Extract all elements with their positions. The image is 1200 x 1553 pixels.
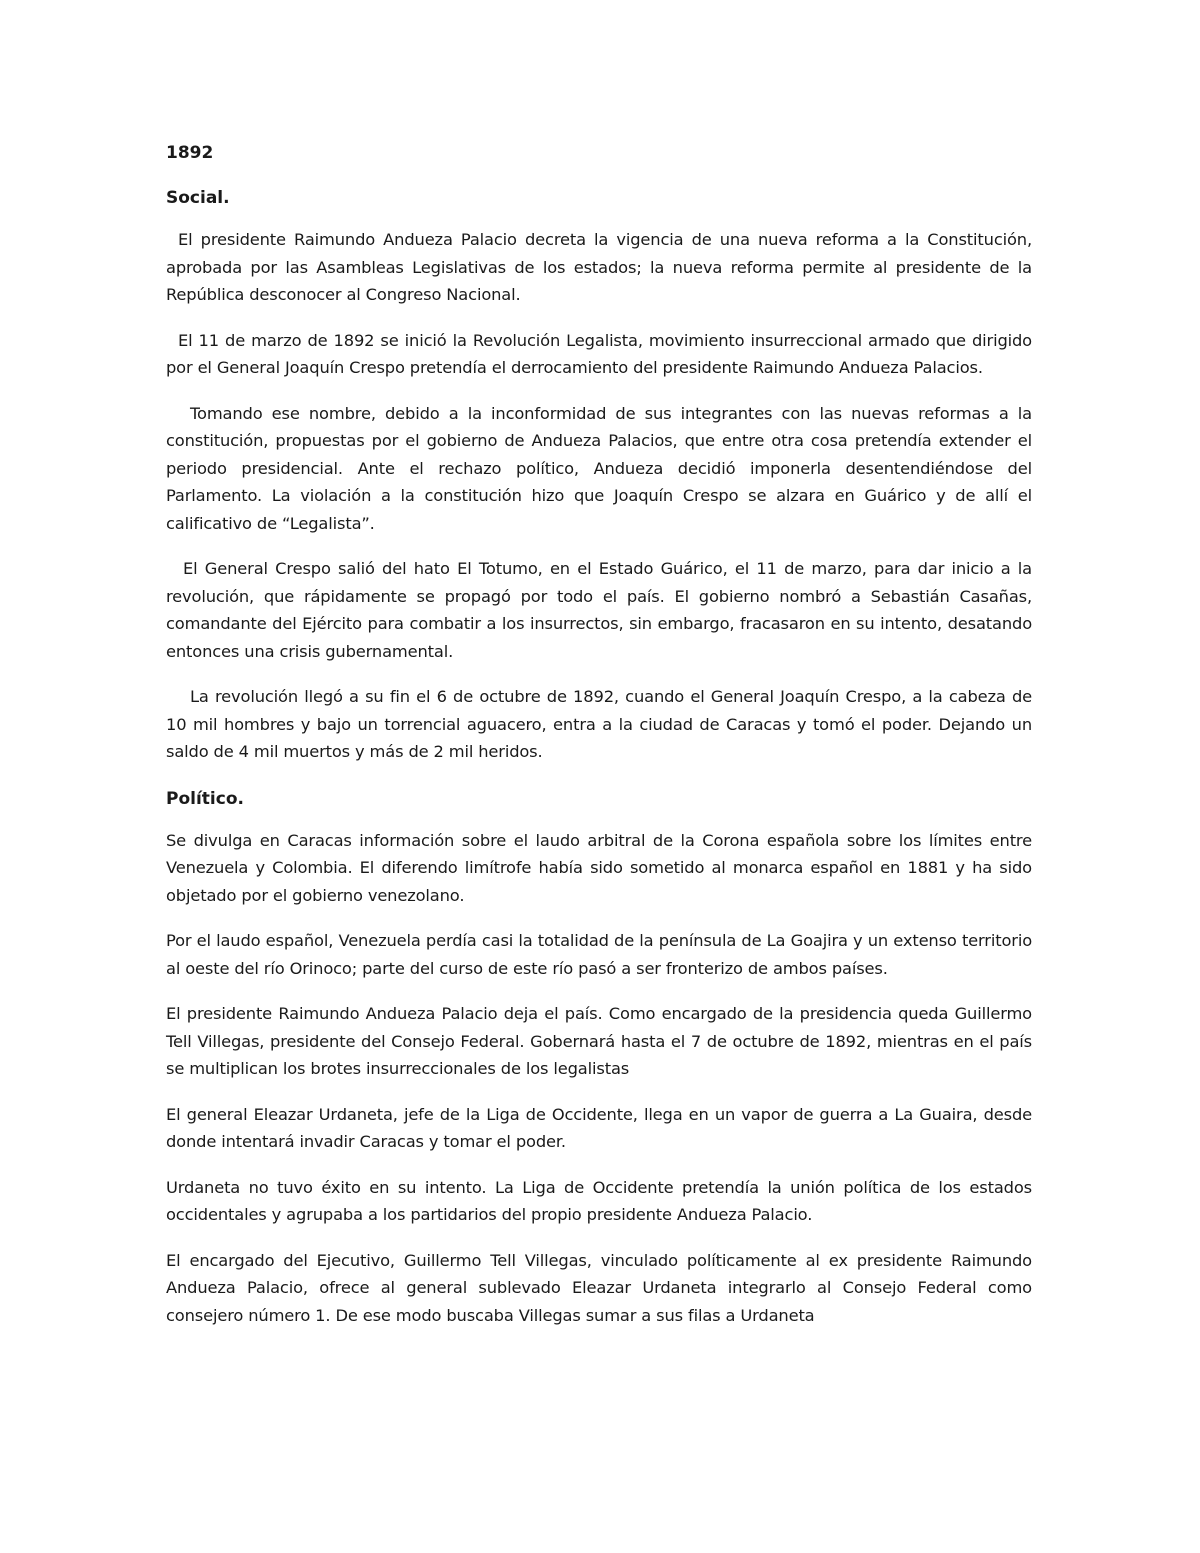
document-year-heading: 1892 <box>166 143 214 163</box>
paragraph: El presidente Raimundo Andueza Palacio deja el país. Como encargado de la presidencia queda Guillermo Tell Villegas, presidente del Consejo Federal. Gobernará hasta el 7 de octubre de 1892, mientras en el país se multiplican los brotes insurreccionales de los legalistas <box>166 1004 1032 1078</box>
paragraph: El encargado del Ejecutivo, Guillermo Tell Villegas, vinculado políticamente al ex presidente Raimundo Andueza Palacio, ofrece al general sublevado Eleazar Urdaneta integrarlo al Consejo Federal como consejero número 1. De ese modo buscaba Villegas sumar a sus filas a Urdaneta <box>166 1250 1032 1325</box>
paragraph: Urdaneta no tuvo éxito en su intento. La Liga de Occidente pretendía la unión política de los estados occidentales y agrupaba a los partidarios del propio presidente Andueza Palacio. <box>166 1177 1032 1224</box>
paragraph: El presidente Raimundo Andueza Palacio decreta la vigencia de una nueva reforma a la Constitución, aprobada por las Asambleas Legislativas de los estados; la nueva reforma permite al presidente de la República desconocer al Congreso Nacional. <box>166 230 1032 304</box>
paragraph: El general Eleazar Urdaneta, jefe de la Liga de Occidente, llega en un vapor de guerra a La Guaira, desde donde intentará invadir Caracas y tomar el poder. <box>166 1104 1032 1151</box>
paragraph: La revolución llegó a su fin el 6 de octubre de 1892, cuando el General Joaquín Crespo, a la cabeza de 10 mil hombres y bajo un torrencial aguacero, entra a la ciudad de Caracas y tomó el poder. Dejando un saldo de 4 mil muertos y más de 2 mil heridos. <box>166 687 1032 761</box>
section-heading-social: Social. <box>166 188 230 208</box>
paragraph: El 11 de marzo de 1892 se inició la Revolución Legalista, movimiento insurreccional armado que dirigido por el General Joaquín Crespo pretendía el derrocamiento del presidente Raimundo Andueza Palacios. <box>166 330 1032 377</box>
paragraph: Por el laudo español, Venezuela perdía casi la totalidad de la península de La Goajira y un extenso territorio al oeste del río Orinoco; parte del curso de este río pasó a ser fronterizo de ambos países. <box>166 931 1032 978</box>
section-heading-politico: Político. <box>166 788 244 809</box>
paragraph: Tomando ese nombre, debido a la inconformidad de sus integrantes con las nuevas reformas a la constitución, propuestas por el gobierno de Andueza Palacios, que entre otra cosa pretendía extender el periodo presidencial. Ante el rechazo político, Andueza decidió imponerla desentendiéndose del Parlamento. La violación a la constitución hizo que Joaquín Crespo se alzara en Guárico y de allí el calificativo de “Legalista”. <box>166 403 1032 533</box>
paragraph: El General Crespo salió del hato El Totumo, en el Estado Guárico, el 11 de marzo, para dar inicio a la revolución, que rápidamente se propagó por todo el país. El gobierno nombró a Sebastián Casañas, comandante del Ejército para combatir a los insurrectos, sin embargo, fracasaron en su intento, desatando entonces una crisis gubernamental. <box>166 559 1032 661</box>
paragraph: Se divulga en Caracas información sobre el laudo arbitral de la Corona española sobre los límites entre Venezuela y Colombia. El diferendo limítrofe había sido sometido al monarca español en 1881 y ha sido objetado por el gobierno venezolano. <box>166 830 1032 905</box>
